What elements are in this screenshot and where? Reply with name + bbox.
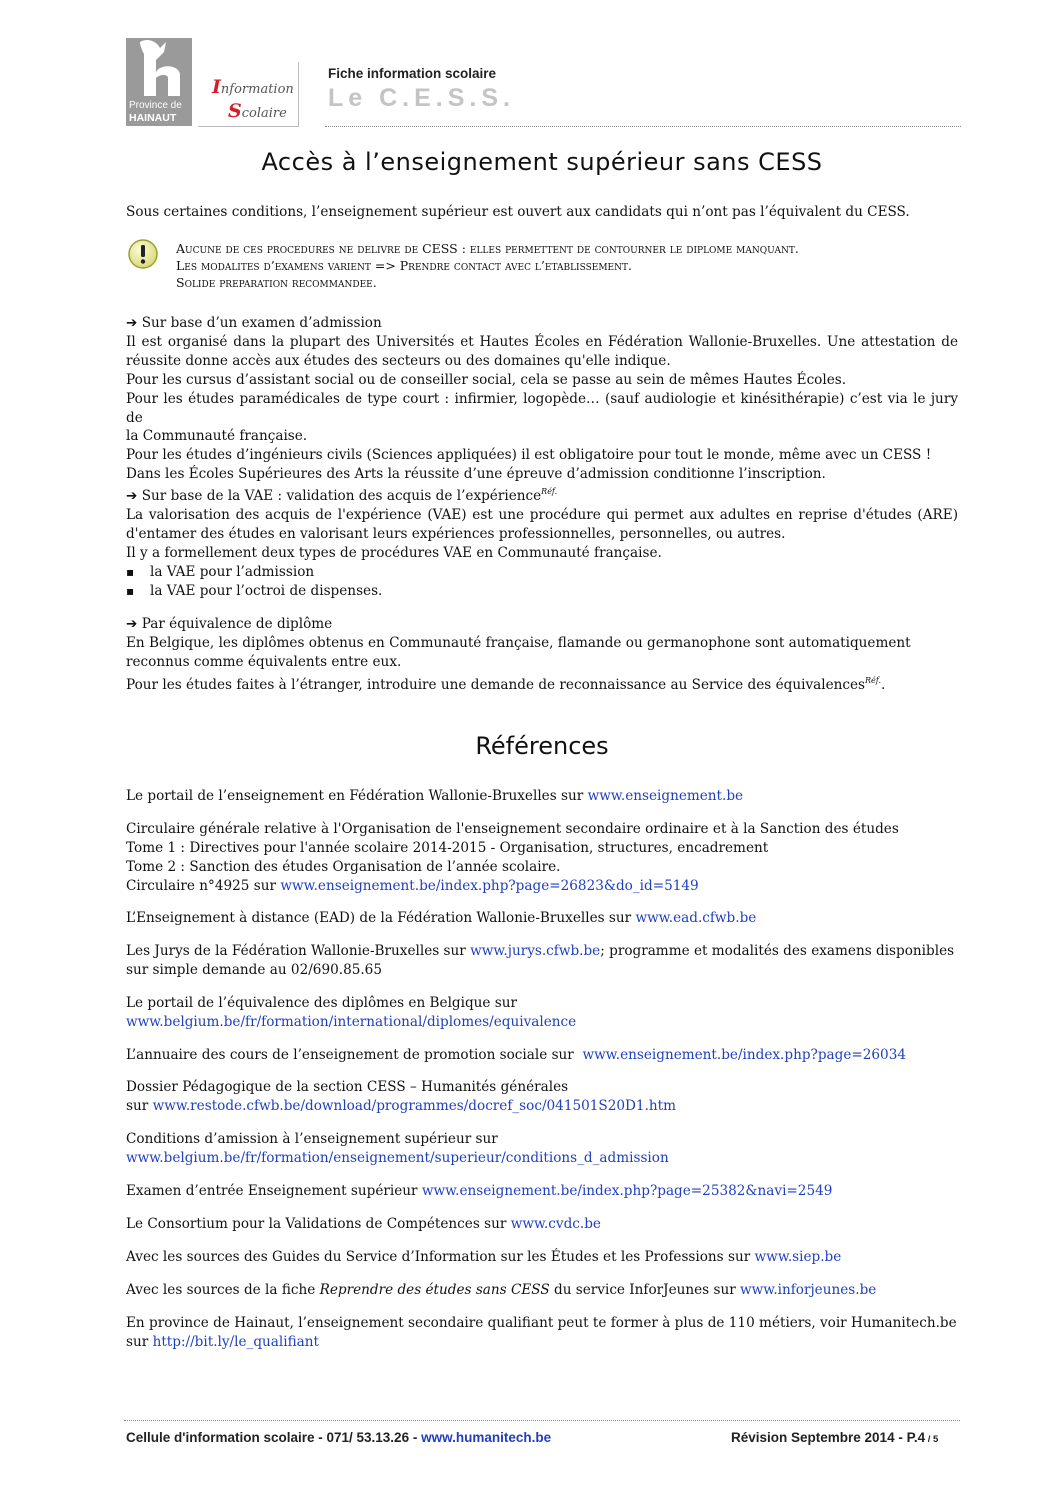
ref-4-after: ; programme et modalités des examens disponibles <box>600 943 955 959</box>
ref-13-link[interactable]: http://bit.ly/le_qualifiant <box>152 1333 319 1350</box>
exam-line-5: la Communauté française. <box>126 428 308 445</box>
ref-4 <box>126 942 958 980</box>
ref-6-text: L’annuaire des cours de l’enseignement de promotion sociale sur <box>126 1047 583 1063</box>
ref-11-link[interactable]: www.siep.be <box>754 1249 842 1265</box>
ref-6-link[interactable]: www.enseignement.be/index.php?page=26034 <box>582 1047 907 1063</box>
exam-line-2: réussite donne accès aux études des secteurs ou des domaines qu'elle indique. <box>126 352 671 369</box>
ref-11 <box>126 1248 958 1267</box>
warning-line-2: Les modalites d’examens varient => Prendre contact avec l’etablissement. <box>176 258 632 273</box>
equiv-line-1: En Belgique, les diplômes obtenus en Communauté française, flamande ou germanophone sont automatiquement <box>126 634 911 651</box>
logo-info-cap1: I <box>212 76 221 98</box>
ref-6 <box>126 1046 958 1065</box>
logo-info-rest2: colaire <box>241 106 287 121</box>
ref-10-link[interactable]: www.cvdc.be <box>510 1216 601 1232</box>
ref-2 <box>126 820 958 896</box>
ref-13-text: En province de Hainaut, l’enseignement secondaire qualifiant peut te former à plus de 110 métiers, voir Humanitech.be <box>126 1315 957 1331</box>
equiv-last-text: Pour les études faites à l’étranger, introduire une demande de reconnaissance au Service des équivalences <box>126 676 866 693</box>
equiv-line-2: reconnus comme équivalents entre eux. <box>126 653 402 670</box>
warning-notice <box>176 240 936 291</box>
exam-section <box>126 314 958 484</box>
ref-12-link[interactable]: www.inforjeunes.be <box>740 1282 877 1298</box>
vae-heading-line <box>126 483 958 506</box>
footer-divider <box>124 1420 960 1421</box>
ref-2-line-3: Tome 2 : Sanction des études Organisation de l’année scolaire. <box>126 858 561 875</box>
ref-7-text: Dossier Pédagogique de la section CESS – Humanités générales <box>126 1079 569 1095</box>
ref-12-text: Avec les sources de la fiche <box>126 1282 320 1298</box>
exam-heading: ➔ Sur base d’un examen d’admission <box>126 315 382 331</box>
ref-1-link[interactable]: www.enseignement.be <box>587 788 744 804</box>
ref-4-link[interactable]: www.jurys.cfwb.be <box>470 943 601 959</box>
ref-5 <box>126 994 958 1032</box>
ref-12-italic: Reprendre des études sans CESS <box>319 1282 550 1298</box>
exam-line-4: Pour les études paramédicales de type court : infirmier, logopède… (sauf audiologie et kinésithérapie) c’est via le jury de <box>126 390 958 426</box>
ref-1 <box>126 787 958 806</box>
ref-2-text: Circulaire n°4925 sur <box>126 877 281 894</box>
footer-page-total: / 5 <box>925 1434 939 1445</box>
ref-3-text: L’Enseignement à distance (EAD) de la Fédération Wallonie-Bruxelles sur <box>126 910 636 926</box>
province-hainaut-logo <box>126 38 192 126</box>
footer-left <box>126 1430 551 1445</box>
ref-5-text: Le portail de l’équivalence des diplômes en Belgique sur <box>126 995 518 1011</box>
equiv-end: . <box>881 676 886 693</box>
ref-7-prefix: sur <box>126 1097 153 1114</box>
exam-line-6: Pour les études d’ingénieurs civils (Sciences appliquées) il est obligatoire pour tout le monde, même avec un CESS ! <box>126 447 932 464</box>
vae-line-3: Il y a formellement deux types de procédures VAE en Communauté française. <box>126 544 662 561</box>
ref-3-link[interactable]: www.ead.cfwb.be <box>635 910 757 926</box>
ref-3 <box>126 909 958 928</box>
ref-2-line-1: Circulaire générale relative à l'Organisation de l'enseignement secondaire ordinaire et à la Sanction des études <box>126 821 899 837</box>
equivalence-section <box>126 615 958 695</box>
ref-11-text: Avec les sources des Guides du Service d’Information sur les Études et les Professions sur <box>126 1249 755 1265</box>
ref-9 <box>126 1182 958 1201</box>
ref-13 <box>126 1314 958 1352</box>
header-label: Fiche information scolaire <box>328 66 497 81</box>
ref-2-line-2: Tome 1 : Directives pour l'année scolaire 2014-2015 - Organisation, structures, encadrement <box>126 839 769 856</box>
warning-line-1: Aucune de ces procedures ne delivre de CESS : elles permettent de contourner le diplome manquant. <box>176 241 799 256</box>
ref-7 <box>126 1078 958 1116</box>
warning-line-3: Solide preparation recommandee. <box>176 275 377 290</box>
exam-line-3: Pour les cursus d’assistant social ou de conseiller social, cela se passe au sein de mêmes Hautes Écoles. <box>126 371 847 388</box>
footer-revision: Révision Septembre 2014 - P.4 <box>731 1430 926 1445</box>
ref-10-text: Le Consortium pour la Validations de Compétences sur <box>126 1216 511 1232</box>
equiv-heading: ➔ Par équivalence de diplôme <box>126 616 333 632</box>
header-divider <box>325 126 961 127</box>
ref-7-link[interactable]: www.restode.cfwb.be/download/programmes/docref_soc/041501S20D1.htm <box>152 1097 677 1114</box>
logo-info-cap2: S <box>228 100 242 122</box>
vae-line-1: La valorisation des acquis de l'expérience (VAE) est une procédure qui permet aux adultes en reprise d'études (ARE) <box>126 506 958 523</box>
ref-4-text: Les Jurys de la Fédération Wallonie-Bruxelles sur <box>126 943 471 959</box>
vae-ref-mark: Réf. <box>541 487 558 496</box>
references-title: Références <box>475 732 609 760</box>
vae-heading: ➔ Sur base de la VAE : validation des acquis de l’expérience <box>126 488 542 504</box>
intro-paragraph <box>126 203 958 222</box>
warning-icon-graphic <box>127 238 159 270</box>
ref-8-text: Conditions d’amission à l’enseignement supérieur sur <box>126 1131 498 1147</box>
vae-bullet-2: ▪ la VAE pour l’octroi de dispenses. <box>126 582 958 601</box>
footer-right <box>731 1430 938 1445</box>
vae-section <box>126 483 958 600</box>
warning-icon <box>127 238 159 270</box>
information-scolaire-logo <box>198 62 299 127</box>
province-logo-line1: Province de <box>129 100 182 111</box>
intro-text: Sous certaines conditions, l’enseignement supérieur est ouvert aux candidats qui n’ont pas l’équivalent du CESS. <box>126 204 910 220</box>
header-title: Le C.E.S.S. <box>328 84 515 112</box>
exam-line-1: Il est organisé dans la plupart des Universités et Hautes Écoles en Fédération Wallonie-Bruxelles. Une attestation de <box>126 333 958 350</box>
equiv-line-3 <box>126 672 958 695</box>
ref-9-link[interactable]: www.enseignement.be/index.php?page=25382&navi=2549 <box>421 1183 833 1199</box>
ref-9-text: Examen d’entrée Enseignement supérieur <box>126 1183 422 1199</box>
ref-12-text2: du service InforJeunes sur <box>549 1282 741 1298</box>
province-logo-line2: HAINAUT <box>129 112 177 124</box>
ref-1-text: Le portail de l’enseignement en Fédération Wallonie-Bruxelles sur <box>126 788 588 804</box>
ref-12 <box>126 1281 958 1300</box>
ref-10 <box>126 1215 958 1234</box>
ref-8-link[interactable]: www.belgium.be/fr/formation/enseignement/superieur/conditions_d_admission <box>126 1149 669 1166</box>
ref-8 <box>126 1130 958 1168</box>
ref-5-link[interactable]: www.belgium.be/fr/formation/international/diplomes/equivalence <box>126 1013 577 1030</box>
page-title: Accès à l’enseignement supérieur sans CESS <box>261 148 823 176</box>
ref-2-link[interactable]: www.enseignement.be/index.php?page=26823&do_id=5149 <box>280 877 699 894</box>
equiv-ref-mark: Réf. <box>865 675 881 685</box>
vae-line-2: d'entamer des études en valorisant leurs expériences professionnelles, personnelles, ou autres. <box>126 525 786 542</box>
vae-bullet-1: ▪ la VAE pour l’admission <box>126 563 958 582</box>
ref-4-line-2: sur simple demande au 02/690.85.65 <box>126 961 382 978</box>
footer-link[interactable]: www.humanitech.be <box>421 1430 552 1445</box>
logo-info-rest1: nformation <box>220 82 294 97</box>
ref-13-prefix: sur <box>126 1333 153 1350</box>
footer-contact: Cellule d'information scolaire - 071/ 53.13.26 - <box>126 1430 422 1445</box>
exam-line-7: Dans les Écoles Supérieures des Arts la réussite d’une épreuve d’admission conditionne l’inscription. <box>126 466 826 483</box>
